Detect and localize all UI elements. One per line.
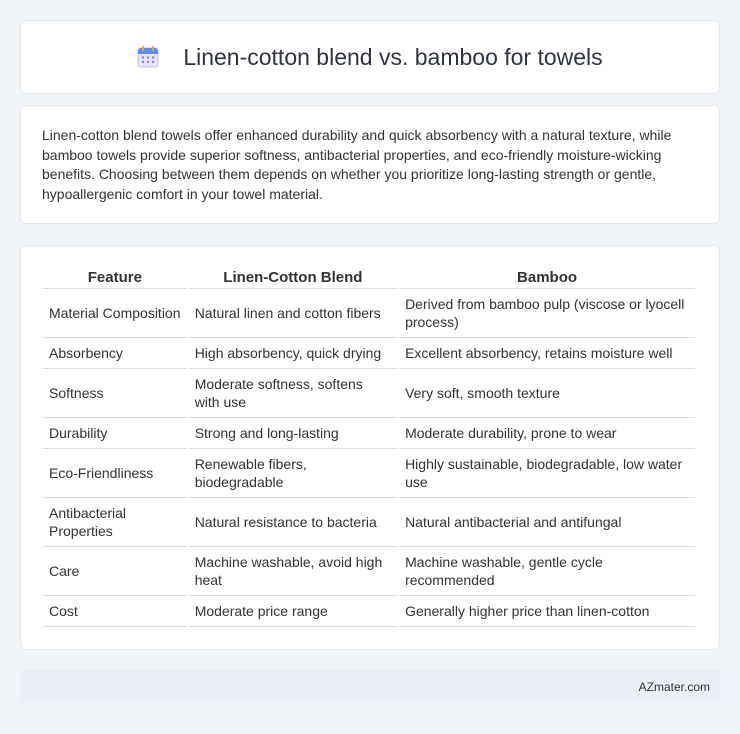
column-header-bamboo: Bamboo — [399, 266, 695, 289]
table-row — [43, 449, 695, 498]
table-row — [43, 547, 695, 596]
feature-cell: Antibacterial Properties — [43, 498, 187, 547]
table-row — [43, 289, 695, 338]
linen-cotton-cell: Moderate softness, softens with use — [189, 369, 397, 418]
feature-cell: Eco-Friendliness — [43, 449, 187, 498]
intro-card — [20, 105, 720, 224]
linen-cotton-cell: Machine washable, avoid high heat — [189, 547, 397, 596]
linen-cotton-cell: High absorbency, quick drying — [189, 338, 397, 369]
table-row — [43, 369, 695, 418]
linen-cotton-cell: Natural resistance to bacteria — [189, 498, 397, 547]
table-row — [43, 418, 695, 449]
feature-cell: Care — [43, 547, 187, 596]
title-card — [20, 20, 720, 94]
bamboo-cell: Natural antibacterial and antifungal — [399, 498, 695, 547]
bamboo-cell: Excellent absorbency, retains moisture well — [399, 338, 695, 369]
bamboo-cell: Moderate durability, prone to wear — [399, 418, 695, 449]
linen-cotton-cell: Renewable fibers, biodegradable — [189, 449, 397, 498]
feature-cell: Softness — [43, 369, 187, 418]
bamboo-cell: Machine washable, gentle cycle recommended — [399, 547, 695, 596]
bamboo-cell: Derived from bamboo pulp (viscose or lyocell process) — [399, 289, 695, 338]
comparison-table — [41, 266, 697, 627]
table-row — [43, 338, 695, 369]
feature-cell: Durability — [43, 418, 187, 449]
linen-cotton-cell: Moderate price range — [189, 596, 397, 627]
table-row — [43, 596, 695, 627]
bamboo-cell: Highly sustainable, biodegradable, low water use — [399, 449, 695, 498]
comparison-card — [20, 245, 720, 650]
footer — [20, 670, 720, 703]
page-title: Linen-cotton blend vs. bamboo for towels — [183, 43, 603, 70]
footer-site-name: AZmater.com — [638, 679, 710, 694]
calendar-icon — [137, 45, 159, 69]
column-header-feature: Feature — [43, 266, 187, 289]
linen-cotton-cell: Strong and long-lasting — [189, 418, 397, 449]
feature-cell: Material Composition — [43, 289, 187, 338]
table-row — [43, 498, 695, 547]
feature-cell: Absorbency — [43, 338, 187, 369]
feature-cell: Cost — [43, 596, 187, 627]
bamboo-cell: Very soft, smooth texture — [399, 369, 695, 418]
bamboo-cell: Generally higher price than linen-cotton — [399, 596, 695, 627]
column-header-linen-cotton: Linen-Cotton Blend — [189, 266, 397, 289]
linen-cotton-cell: Natural linen and cotton fibers — [189, 289, 397, 338]
intro-paragraph: Linen-cotton blend towels offer enhanced durability and quick absorbency with a natural texture, while bamboo towels provide superior softness, antibacterial properties, and eco-friendly moisture-wicking benefits. Choosing between them depends on whether you prioritize long-lasting strength or gentle, hypoallergenic comfort in your towel material. — [42, 127, 672, 202]
table-header-row — [43, 266, 695, 289]
